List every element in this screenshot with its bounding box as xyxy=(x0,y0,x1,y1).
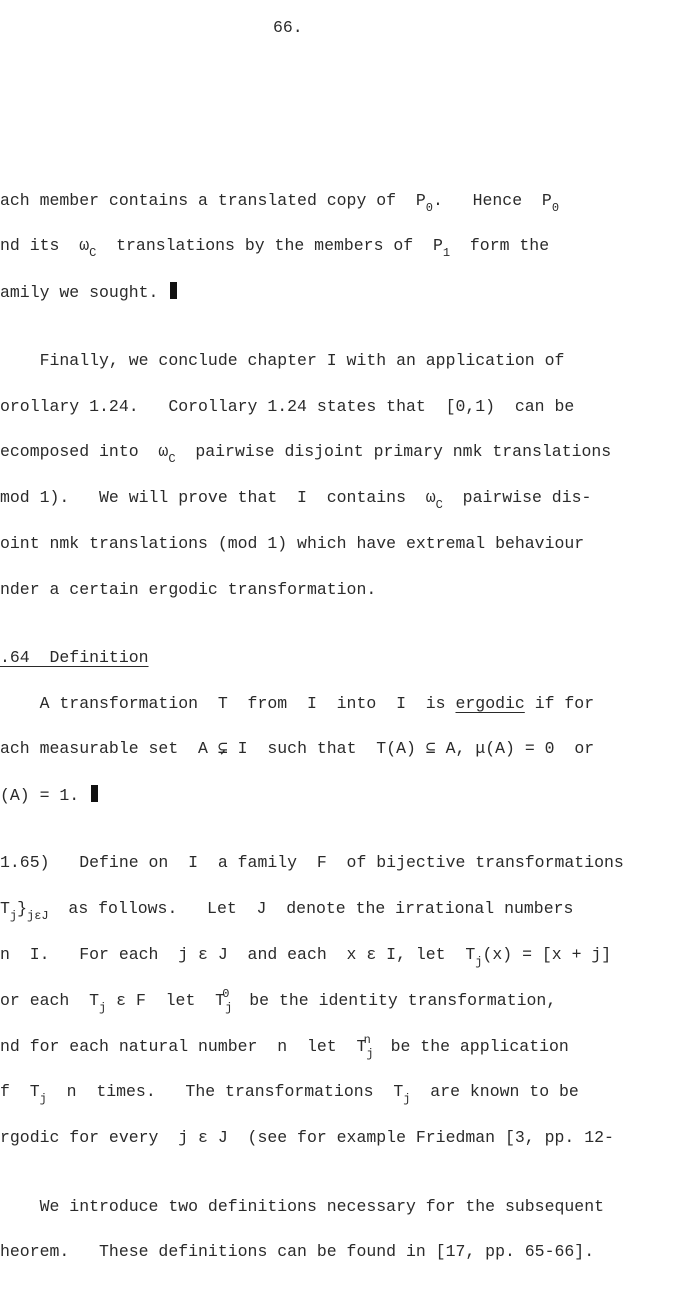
term-ergodic: ergodic xyxy=(455,694,525,713)
text-line: or each $T_j$ ε F let $T_j^0$ be the identity transformation, xyxy=(0,987,557,1015)
text-line: ach measurable set A ⊊ I such that T(A) ⊆ A, μ(A) = 0 or xyxy=(0,739,595,758)
text-line: nd its $\omega_C$ translations by the members of $P_1$ form the xyxy=(0,236,550,260)
text-line: nder a certain ergodic transformation. xyxy=(0,580,377,599)
text-line: ach member contains a translated copy of $P_0$. Hence $P_0$ xyxy=(0,191,560,215)
text-line: We introduce two definitions necessary for the subsequent xyxy=(0,1197,604,1216)
text-line: nd for each natural number n let $T_j^n$ be the application xyxy=(0,1033,569,1061)
text-line: ecomposed into $\omega_C$ pairwise disjoint primary nmk translations xyxy=(0,442,612,466)
text-line: $T_j\}_{j\varepsilon J}$ as follows. Let J denote the irrational numbers xyxy=(0,899,574,923)
text-line: n I. For each j ε J and each x ε I, let $T_j(x) = [x + j]$ xyxy=(0,945,612,969)
text-line: orollary 1.24. Corollary 1.24 states that [0,1) can be xyxy=(0,397,575,416)
text-line: oint nmk translations (mod 1) which have extremal behaviour xyxy=(0,534,585,553)
text-line: amily we sought. xyxy=(0,282,177,303)
text-line: (A) = 1. xyxy=(0,785,98,806)
text-line: rgodic for every j ε J (see for example Friedman [3, pp. 12- xyxy=(0,1128,614,1147)
text-line: heorem. These definitions can be found in [17, pp. 65-66]. xyxy=(0,1242,595,1261)
text-line: A transformation T from I into I is ergodic if for xyxy=(0,694,595,713)
text-line: mod 1). We will prove that I contains $\omega_C$ pairwise dis- xyxy=(0,488,592,512)
end-of-proof-icon xyxy=(170,282,177,299)
text-line: f $T_j$ n times. The transformations $T_j$ are known to be xyxy=(0,1082,579,1106)
text-line: Finally, we conclude chapter I with an application of xyxy=(0,351,565,370)
page-number: 66. xyxy=(273,18,303,37)
text-line: 1.65) Define on I a family F of bijective transformations xyxy=(0,853,624,872)
section-heading: .64 Definition xyxy=(0,648,149,667)
end-of-proof-icon xyxy=(91,785,98,802)
